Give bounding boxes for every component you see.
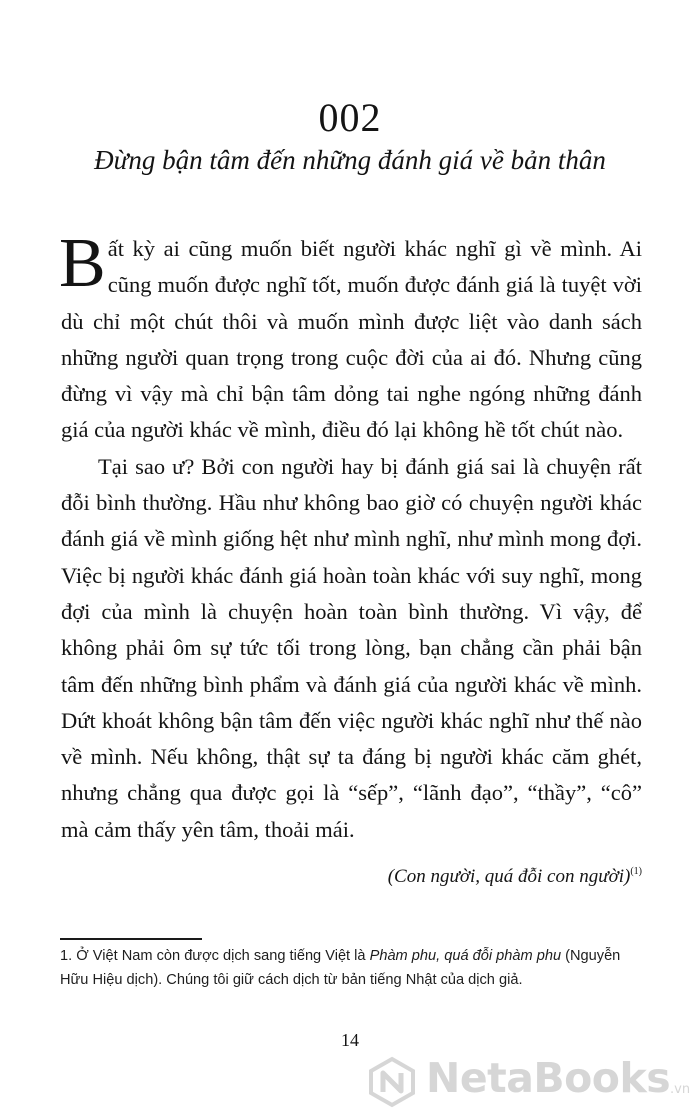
citation-text: (Con người, quá đỗi con người) [387,866,631,887]
watermark-brand: NetaBooks [426,1054,671,1102]
footnote-marker: (1) [630,866,642,877]
footnote-italic-title: Phàm phu, quá đỗi phàm phu [369,948,562,964]
watermark [366,1052,700,1116]
watermark-suffix: .vn [670,1082,691,1097]
chapter-number: 002 [318,95,382,140]
n-logo-icon [366,1056,418,1108]
paragraph-2: Tại sao ư? Bởi con người hay bị đánh giá sai là chuyện rất đỗi bình thường. Hầu như không bao giờ có chuyện người khác đánh giá về mình giống hệt như mình nghĩ, như mình mong đợi. Việc bị người khác đánh giá hoàn toàn khác với suy nghĩ, mong đợi của mình là chuyện hoàn toàn bình thường. Vì vậy, để không phải ôm sự tức tối trong lòng, bạn chẳng cần phải bận tâm đến những bình phẩm và đánh giá của người khác về mình. Dứt khoát không bận tâm đến việc người khác nghĩ như thế nào về mình. Nếu không, thật sự ta đáng bị người khác căm ghét, nhưng chẳng qua được gọi là “sếp”, “lãnh đạo”, “thầy”, “cô” mà cảm thấy yên tâm, thoải mái. [61,453,642,842]
footnote-divider [60,938,202,940]
footnote [60,944,642,992]
footnote-text-after: (Nguyễn Hữu Hiệu dịch). Chúng tôi giữ cách dịch từ bản tiếng Nhật của dịch giả. [60,948,621,988]
body-text [59,225,642,848]
footnote-number: 1. [60,948,73,964]
page-number: 14 [341,1030,359,1050]
drop-cap: B [59,225,106,302]
chapter-title: Đừng bận tâm đến những đánh giá về bản thân [94,145,606,175]
citation [388,866,642,888]
paragraph-1-text: ất kỳ ai cũng muốn biết người khác nghĩ gì về mình. Ai cũng muốn được nghĩ tốt, muốn được đánh giá là tuyệt vời dù chỉ một chút thôi và muốn mình được liệt vào danh sách những người quan trọng trong cuộc đời của ai đó. Nhưng cũng đừng vì vậy mà chỉ bận tâm dỏng tai nghe ngóng những đánh giá của người khác về mình, điều đó lại không hề tốt chút nào. [61,236,642,443]
paragraph-1 [59,225,642,449]
footnote-text-before: Ở Việt Nam còn được dịch sang tiếng Việt là [76,948,366,964]
